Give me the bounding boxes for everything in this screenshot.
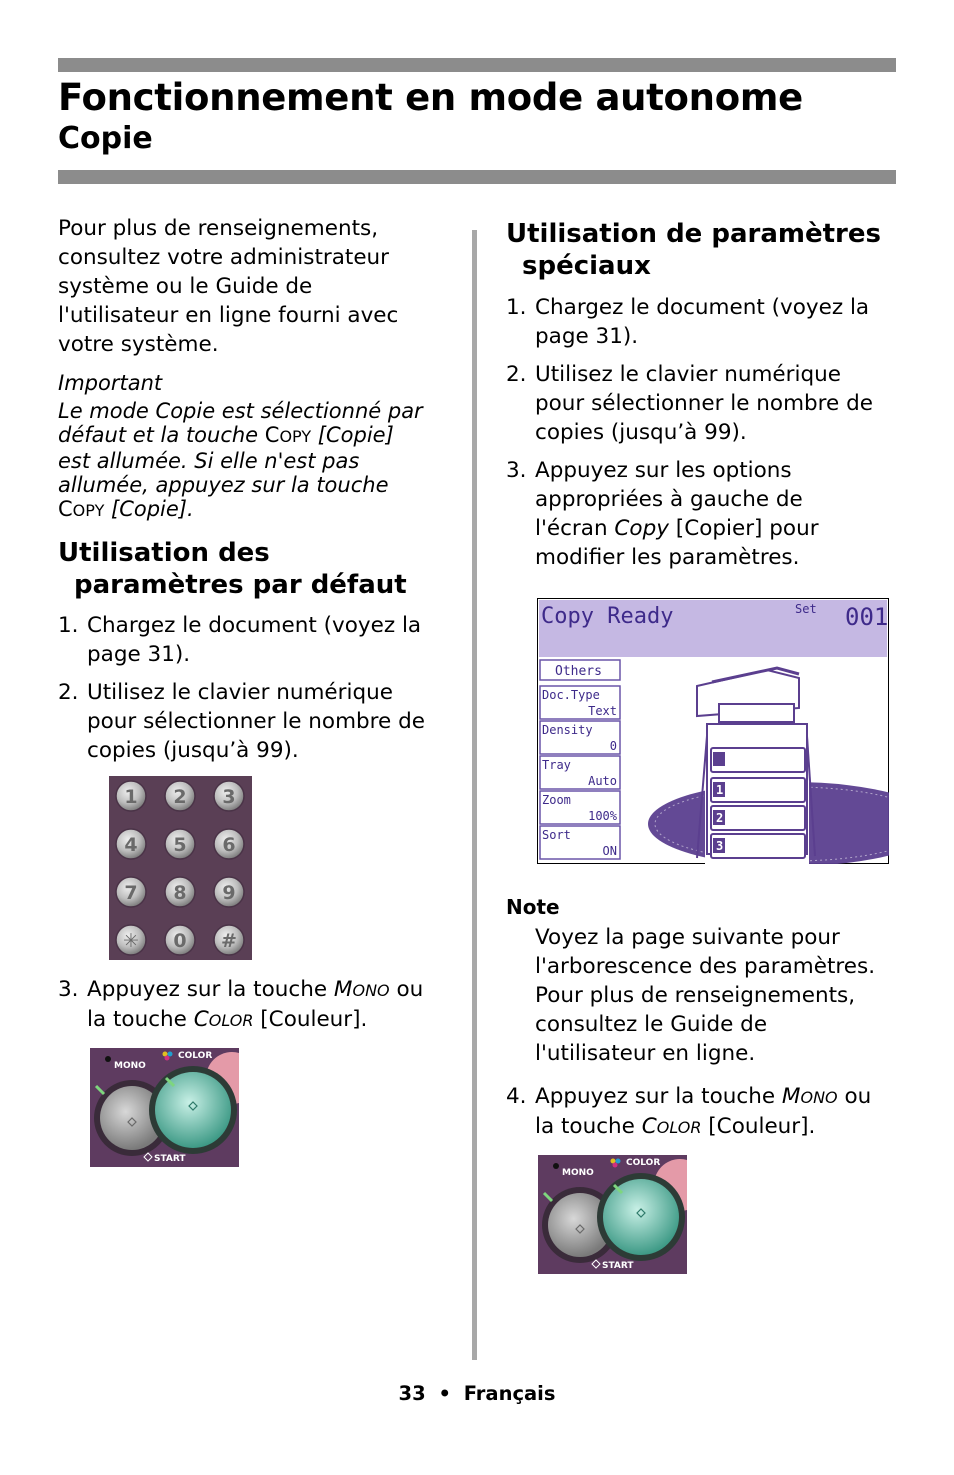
svg-text:1: 1 [124, 786, 138, 808]
top-rule [58, 58, 896, 72]
bottom-rule [58, 170, 896, 184]
tray-label [713, 782, 725, 797]
keypad-key [116, 877, 146, 907]
special-steps-list [506, 293, 906, 572]
keypad-key [165, 925, 195, 955]
left-step3 [58, 975, 458, 1035]
svg-text:1: 1 [716, 783, 724, 797]
column-divider [472, 230, 477, 1360]
svg-text:Doc.Type: Doc.Type [542, 688, 600, 702]
svg-text:4: 4 [124, 834, 138, 856]
color-label: COLOR [626, 1158, 661, 1168]
list-item: 1. Chargez le document (voyez la page 31). [506, 295, 870, 349]
mono-label: MONO [562, 1168, 594, 1178]
screen-set-label: Set [795, 602, 817, 616]
svg-text:✳: ✳ [123, 930, 139, 952]
svg-text:5: 5 [173, 834, 187, 856]
mono-label: MONO [114, 1061, 146, 1071]
svg-text:6: 6 [222, 834, 236, 856]
note-text: Voyez la page suivante pour l'arborescence des paramètres. Pour plus de renseignements, consultez le Guide de l'utilisateur en ligne. [535, 925, 876, 1066]
list-item: 4. Appuyez sur la touche MONO ou la touche COLOR [Couleur]. [506, 1084, 872, 1139]
important-note: Le mode Copie est sélectionné par défaut et la touche COPY [Copie] est allumée. Si elle n'est pas allumée, appuyez sur la touche COPY [Copie]. [58, 399, 423, 521]
page-subtitle: Copie [58, 121, 153, 156]
list-item: 1. Chargez le document (voyez la page 31). [58, 613, 422, 667]
svg-text:100%: 100% [588, 809, 617, 823]
svg-text:Sort: Sort [542, 828, 571, 842]
copy-ready-screen [537, 598, 889, 864]
svg-text:#: # [221, 930, 237, 952]
keypad-key [214, 829, 244, 859]
screen-setting-button [540, 686, 620, 719]
screen-setting-button [540, 721, 620, 754]
svg-text:Tray: Tray [542, 758, 571, 772]
svg-text:Density: Density [542, 723, 593, 737]
page-number: 33 [398, 1382, 426, 1405]
others-button: Others [555, 664, 602, 679]
svg-text:Text: Text [588, 704, 617, 718]
section-heading-special: Utilisation de paramètres spéciaux [506, 219, 881, 281]
svg-text:2: 2 [716, 811, 724, 825]
screen-setting-button [540, 791, 620, 824]
keypad-image [109, 776, 252, 960]
svg-text:9: 9 [222, 882, 236, 904]
intro-paragraph: Pour plus de renseignements, consultez votre administrateur système ou le Guide de l'utilisateur en ligne fourni avec votre système. [58, 216, 399, 357]
page-title: Fonctionnement en mode autonome [58, 76, 803, 119]
svg-text:3: 3 [716, 839, 724, 853]
note-label: Note [506, 895, 560, 919]
keypad-key [116, 781, 146, 811]
section-heading-default: Utilisation des paramètres par défaut [58, 538, 407, 600]
svg-text:7: 7 [124, 882, 138, 904]
svg-text:Zoom: Zoom [542, 793, 571, 807]
page-footer: 33 • Français [398, 1382, 556, 1405]
keypad-key [165, 829, 195, 859]
list-item: 3. Appuyez sur les options appropriées à gauche de l'écran Copy [Copier] pour modifier les paramètres. [506, 458, 819, 570]
note-section [506, 893, 906, 1142]
keypad-key [116, 925, 146, 955]
list-item: 2. Utilisez le clavier numérique pour sélectionner le nombre de copies (jusqu’à 99). [506, 362, 873, 445]
start-buttons-image-2 [538, 1155, 687, 1274]
left-column [58, 214, 458, 765]
keypad-key [165, 781, 195, 811]
screen-setting-button [540, 756, 620, 789]
default-steps-list [58, 611, 458, 765]
language-label: Français [463, 1382, 556, 1405]
svg-text:ON: ON [602, 844, 617, 858]
screen-count: 001 [845, 603, 889, 631]
color-label: COLOR [178, 1051, 213, 1061]
svg-text:0: 0 [609, 739, 617, 753]
start-buttons-image [90, 1048, 239, 1167]
keypad-key [214, 925, 244, 955]
svg-text:Auto: Auto [588, 774, 617, 788]
svg-text:3: 3 [222, 786, 236, 808]
start-label: START [154, 1154, 186, 1164]
tray-label [713, 838, 725, 853]
svg-text:2: 2 [173, 786, 187, 808]
screen-title: Copy Ready [541, 604, 674, 629]
keypad-key [214, 781, 244, 811]
important-label: Important [58, 371, 163, 395]
start-label: START [602, 1261, 634, 1271]
svg-text:0: 0 [173, 930, 187, 952]
keypad-key [165, 877, 195, 907]
svg-text:8: 8 [173, 882, 187, 904]
list-item: 3. Appuyez sur la touche MONO ou la touche COLOR [Couleur]. [58, 977, 424, 1032]
right-column [506, 218, 906, 572]
tray-label [713, 810, 725, 825]
screen-setting-button [540, 826, 620, 859]
list-item: 2. Utilisez le clavier numérique pour sélectionner le nombre de copies (jusqu’à 99). [58, 680, 425, 763]
keypad-key [116, 829, 146, 859]
keypad-key [214, 877, 244, 907]
